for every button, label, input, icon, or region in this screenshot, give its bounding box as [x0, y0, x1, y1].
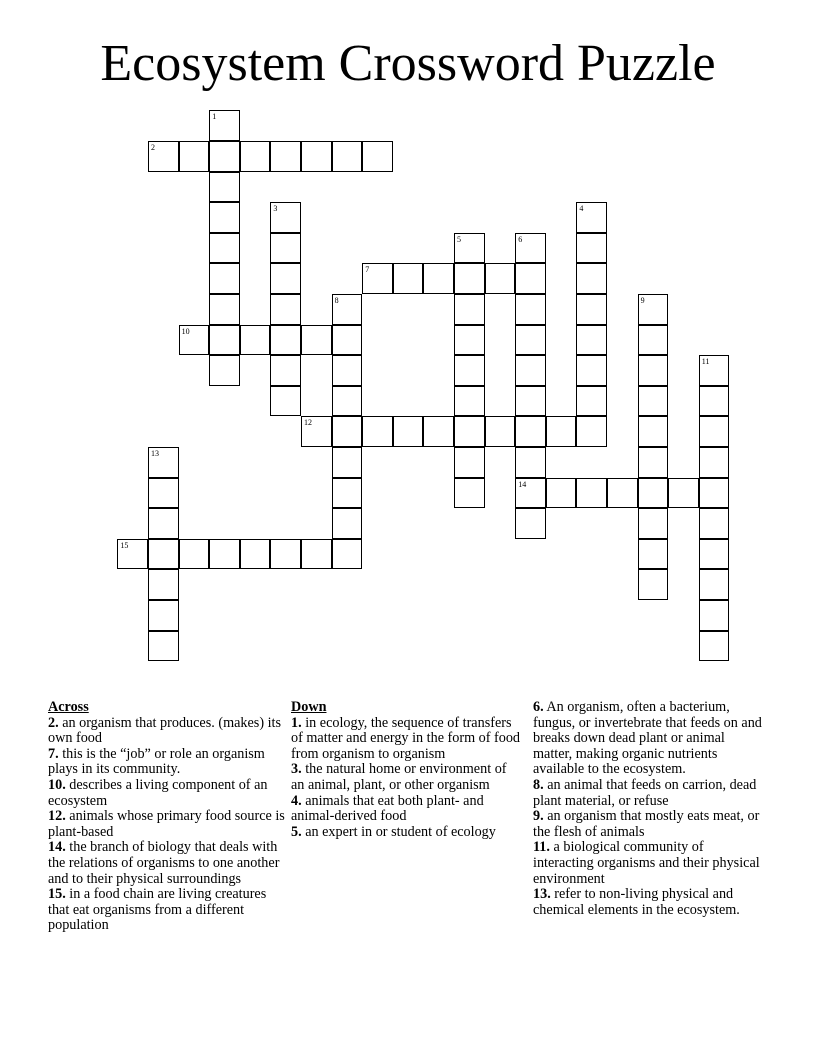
grid-cell[interactable] — [423, 416, 454, 447]
grid-cell[interactable] — [270, 233, 301, 264]
clue-number: 12 — [304, 418, 312, 428]
grid-cell[interactable] — [638, 569, 669, 600]
grid-cell[interactable] — [270, 141, 301, 172]
grid-cell[interactable] — [332, 141, 363, 172]
grid-cell[interactable] — [638, 386, 669, 417]
grid-cell[interactable] — [576, 478, 607, 509]
grid-cell[interactable] — [209, 294, 240, 325]
grid-cell[interactable] — [638, 539, 669, 570]
clue-number: 8 — [334, 296, 339, 305]
grid-cell[interactable] — [515, 447, 546, 478]
clue-across-2: 2. an organism that produces. (makes) its own food — [48, 714, 281, 747]
grid-cell[interactable] — [638, 447, 669, 478]
grid-cell[interactable] — [454, 355, 485, 386]
clue-down-3: 3. the natural home or environment of an animal, plant, or other organism — [291, 761, 507, 793]
grid-cell[interactable] — [332, 416, 363, 447]
grid-cell[interactable] — [454, 447, 485, 478]
grid-cell[interactable] — [179, 141, 210, 172]
grid-cell[interactable] — [454, 325, 485, 356]
grid-cell[interactable] — [209, 202, 240, 233]
grid-cell[interactable] — [515, 233, 546, 264]
grid-cell[interactable] — [270, 263, 301, 294]
clue-down-5: 5. an expert in or student of ecology — [291, 823, 496, 840]
grid-cell[interactable] — [301, 539, 332, 570]
clue-number: 10 — [181, 326, 190, 336]
grid-cell[interactable] — [270, 386, 301, 417]
grid-cell[interactable] — [576, 416, 607, 447]
grid-cell[interactable] — [699, 600, 730, 631]
grid-cell[interactable] — [454, 233, 485, 264]
grid-cell[interactable] — [148, 539, 179, 570]
grid-cell[interactable] — [301, 325, 332, 356]
grid-cell[interactable] — [270, 294, 301, 325]
clue-number: 7 — [365, 265, 370, 275]
grid-cell[interactable] — [148, 141, 179, 172]
clue-number: 3 — [273, 204, 278, 214]
grid-cell[interactable] — [117, 539, 148, 570]
clue-number: 1 — [212, 112, 217, 122]
grid-cell[interactable] — [362, 416, 393, 447]
down-clues — [291, 700, 523, 840]
grid-cell[interactable] — [393, 416, 424, 447]
clue-number: 9 — [640, 296, 645, 305]
grid-cell[interactable] — [699, 416, 730, 447]
grid-cell[interactable] — [270, 325, 301, 356]
grid-cell[interactable] — [638, 294, 669, 325]
down-heading: Down — [291, 699, 327, 715]
grid-cell[interactable] — [332, 294, 363, 325]
clue-down-4: 4. animals that eat both plant- and animal-derived food — [291, 792, 484, 825]
grid-cell[interactable] — [515, 294, 546, 325]
grid-cell[interactable] — [576, 325, 607, 356]
grid-cell[interactable] — [148, 478, 179, 509]
grid-cell[interactable] — [454, 386, 485, 417]
grid-cell[interactable] — [332, 447, 363, 478]
grid-cell[interactable] — [699, 355, 730, 386]
grid-cell[interactable] — [515, 478, 546, 509]
grid-cell[interactable] — [332, 355, 363, 386]
grid-cell[interactable] — [209, 172, 240, 203]
grid-cell[interactable] — [209, 325, 240, 356]
grid-cell[interactable] — [148, 508, 179, 539]
grid-cell[interactable] — [209, 355, 240, 386]
across-heading: Across — [48, 699, 89, 715]
down-clues-continued — [533, 700, 765, 918]
clue-number: 4 — [579, 204, 584, 214]
grid-cell[interactable] — [638, 478, 669, 509]
clue-number: 13 — [151, 449, 159, 458]
grid-cell[interactable] — [607, 478, 638, 509]
grid-cell[interactable] — [209, 233, 240, 264]
grid-cell[interactable] — [576, 202, 607, 233]
grid-cell[interactable] — [515, 325, 546, 356]
grid-cell[interactable] — [638, 508, 669, 539]
grid-cell[interactable] — [179, 325, 210, 356]
grid-cell[interactable] — [209, 110, 240, 141]
clue-across-10: 10. describes a living component of an ecosystem — [48, 776, 268, 809]
grid-cell[interactable] — [515, 386, 546, 417]
clue-down-8: 8. an animal that feeds on carrion, dead plant material, or refuse — [533, 776, 757, 809]
clue-across-7: 7. this is the “job” or role an organism plays in its community. — [48, 745, 265, 778]
page-title: Ecosystem Crossword Puzzle — [100, 35, 716, 92]
grid-cell[interactable] — [515, 416, 546, 447]
clue-down-6: 6. An organism, often a bacterium, fungus, or invertebrate that feeds on and breaks down dead plant or animal matter, making organic nutrients available to the ecosystem. — [533, 699, 762, 778]
grid-cell[interactable] — [454, 416, 485, 447]
grid-cell[interactable] — [485, 263, 516, 294]
clue-down-13: 13. refer to non-living physical and chemical elements in the ecosystem. — [533, 886, 740, 918]
clue-number: 14 — [518, 479, 527, 489]
grid-cell[interactable] — [148, 600, 179, 631]
grid-cell[interactable] — [576, 294, 607, 325]
clue-across-14: 14. the branch of biology that deals with the relations of organisms to one another and to their physical surroundings — [48, 839, 280, 887]
clue-number: 6 — [518, 234, 523, 244]
grid-cell[interactable] — [148, 631, 179, 662]
grid-cell[interactable] — [668, 478, 699, 509]
grid-cell[interactable] — [332, 325, 363, 356]
clue-across-15: 15. in a food chain are living creatures that eat organisms from a different population — [48, 886, 267, 934]
grid-cell[interactable] — [576, 233, 607, 264]
clue-down-1: 1. in ecology, the sequence of transfers of matter and energy in the form of food from organism to organism — [291, 714, 521, 762]
clue-across-12: 12. animals whose primary food source is plant-based — [48, 808, 285, 840]
clue-down-9: 9. an organism that mostly eats meat, or the flesh of animals — [533, 808, 760, 840]
grid-cell[interactable] — [576, 355, 607, 386]
grid-cell[interactable] — [332, 508, 363, 539]
grid-cell[interactable] — [393, 263, 424, 294]
grid-cell[interactable] — [240, 141, 271, 172]
grid-cell[interactable] — [301, 141, 332, 172]
grid-cell[interactable] — [699, 386, 730, 417]
clue-number: 11 — [701, 357, 710, 367]
grid-cell[interactable] — [515, 263, 546, 294]
across-clues — [48, 700, 285, 934]
grid-cell[interactable] — [485, 416, 516, 447]
grid-cell[interactable] — [638, 416, 669, 447]
grid-cell[interactable] — [148, 569, 179, 600]
grid-cell[interactable] — [270, 355, 301, 386]
grid-cell[interactable] — [209, 539, 240, 570]
grid-cell[interactable] — [209, 141, 240, 172]
grid-cell[interactable] — [699, 447, 730, 478]
grid-cell[interactable] — [699, 508, 730, 539]
grid-cell[interactable] — [515, 508, 546, 539]
grid-cell[interactable] — [423, 263, 454, 294]
grid-cell[interactable] — [240, 325, 271, 356]
grid-cell[interactable] — [270, 539, 301, 570]
grid-cell[interactable] — [576, 263, 607, 294]
grid-cell[interactable] — [179, 539, 210, 570]
grid-cell[interactable] — [576, 386, 607, 417]
grid-cell[interactable] — [699, 631, 730, 662]
grid-cell[interactable] — [362, 141, 393, 172]
grid-cell[interactable] — [699, 569, 730, 600]
grid-cell[interactable] — [332, 539, 363, 570]
grid-cell[interactable] — [546, 478, 577, 509]
grid-cell[interactable] — [515, 355, 546, 386]
grid-cell[interactable] — [209, 263, 240, 294]
grid-cell[interactable] — [332, 478, 363, 509]
clue-number: 15 — [120, 540, 129, 550]
grid-cell[interactable] — [454, 294, 485, 325]
clue-number: 5 — [457, 234, 461, 244]
grid-cell[interactable] — [270, 202, 301, 233]
grid-cell[interactable] — [546, 416, 577, 447]
grid-cell[interactable] — [638, 355, 669, 386]
grid-cell[interactable] — [638, 325, 669, 356]
clue-number: 2 — [151, 143, 155, 152]
grid-cell[interactable] — [699, 539, 730, 570]
clue-down-11: 11. a biological community of interacting organisms and their physical environment — [533, 839, 760, 887]
grid-cell[interactable] — [240, 539, 271, 570]
grid-cell[interactable] — [362, 263, 393, 294]
grid-cell[interactable] — [454, 263, 485, 294]
grid-cell[interactable] — [332, 386, 363, 417]
grid-cell[interactable] — [148, 447, 179, 478]
grid-cell[interactable] — [699, 478, 730, 509]
grid-cell[interactable] — [454, 478, 485, 509]
grid-cell[interactable] — [301, 416, 332, 447]
